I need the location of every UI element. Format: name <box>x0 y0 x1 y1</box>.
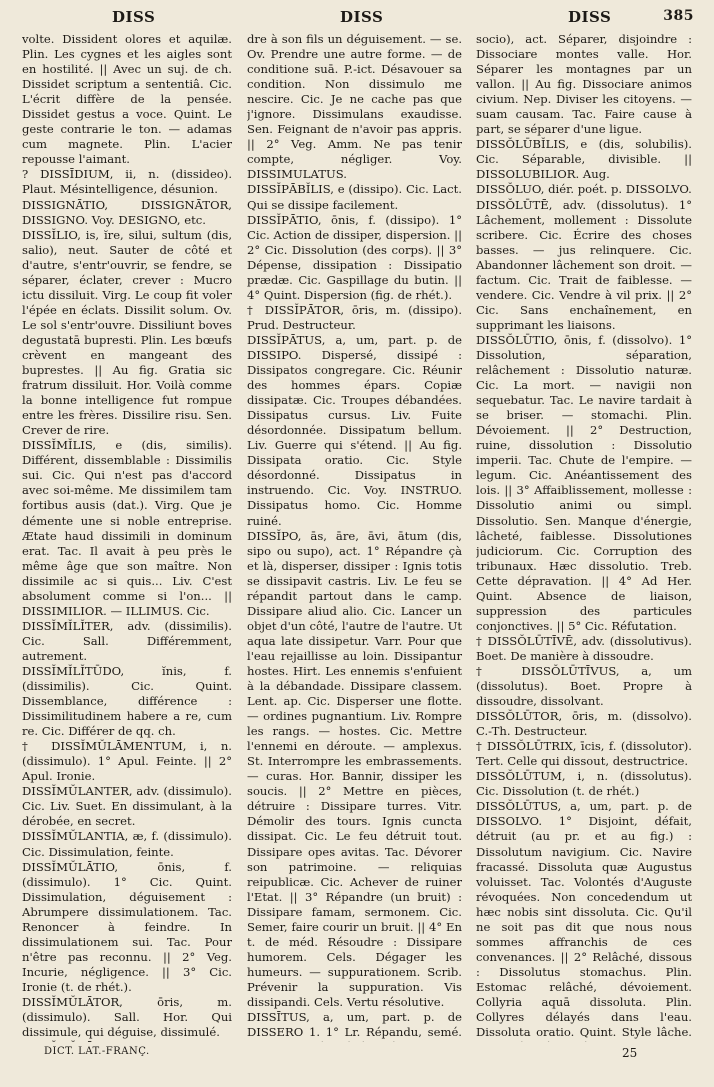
running-headword-left: DISS <box>112 8 156 26</box>
page-number: 385 <box>663 8 694 24</box>
dictionary-entry: DISSŎLŪTIO, ōnis, f. (dissolvo). 1° Dissolution, séparation, relâchement : Dissolutio naturæ. Cic. La mort. — navigii non sequebatur. Tac. Le navire tardait à se briser. — stomachi. Plin. Dévoiement. || 2° Destruction, ruine, dissolution : Dissolutio imperii. Tac. Chute de l'empire. — legum. Cic. Anéantissement des lois. || 3° Affaiblissement, mollesse : Dissolutio animi ou simpl. Dissolutio. Sen. Manque d'énergie, lâcheté, faiblesse. Dissolutiones judiciorum. Cic. Corruption des tribunaux. Hæc dissolutio. Treb. Cette dépravation. || 4° Ad Her. Quint. Absence de liaison, suppression des particules conjonctives. || 5° Cic. Réfutation. <box>476 332 692 633</box>
dictionary-entry: DISSIGNĀTIO, DISSIGNĀTOR, DISSIGNO. Voy. DESIGNO, etc. <box>22 197 232 227</box>
dictionary-entry: DISSĬMĬLĬTER, adv. (dissimilis). Cic. Sall. Différemment, autrement. <box>22 618 232 663</box>
dictionary-entry: DISSŎLUO, diér. poét. p. DISSOLVO. <box>476 182 692 197</box>
dictionary-entry: DISSĬMŬLANTER, adv. (dissimulo). Cic. Liv. Suet. En dissimulant, à la dérobée, en secret. <box>22 784 232 829</box>
column-middle <box>247 32 462 1042</box>
dictionary-entry: DISSĬMŬLĀTOR, ōris, m. (dissimulo). Sall. Hor. Qui dissimule, qui déguise, dissimulé. <box>22 995 232 1040</box>
dictionary-entry: DISSŎLŪTUS, a, um, part. p. de DISSOLVO. 1° Disjoint, défait, détruit (au pr. et au fig.) : Dissolutum navigium. Cic. Navire fracassé. Dissoluta quæ Augustus voluisset. Tac. Volontés d'Auguste révoquées. Non concedendum ut hæc nobis sint dissoluta. Cic. Qu'il ne soit pas dit que nous nous sommes affranchis de ces convenances. || 2° Relâché, dissous : Dissolutus stomachus. Plin. Estomac relâché, dévoiement. Collyria aquā dissoluta. Plin. Collyres délayés dans l'eau. Dissoluta oratio. Quint. Style lâche. <box>476 799 692 1040</box>
dictionary-entry: DISSŎLŪBĬLIS, e (dis, solubilis). Cic. Séparable, divisible. || DISSOLUBILIOR. Aug. <box>476 137 692 182</box>
dictionary-entry: DISSĬPO, ās, āre, āvi, ātum (dis, sipo ou supo), act. 1° Répandre çà et là, disperser, dissiper : Ignis totis se dissipavit castris. Liv. Le feu se répandit partout dans le camp. Dissipare aliud alio. Cic. Lancer un objet d'un côté, l'autre de l'autre. Ut aqua late dissipetur. Varr. Pour que l'eau rejaillisse au loin. Dissipantur hostes. Hirt. Les ennemis s'enfuient à la débandade. Dissipare classem. Lent. ap. Cic. Disperser une flotte. — ordines pugnantium. Liv. Rompre les rangs. — hostes. Cic. Mettre l'ennemi en déroute. — amplexus. St. Interrompre les embrassements. — curas. Hor. Bannir, dissiper les soucis. || 2° Mettre en pièces, détruire : Dissipare turres. Vitr. Démolir des tours. Ignis cuncta dissipat. Cic. Le feu détruit tout. Dissipare opes avitas. Tac. Dévorer son patrimoine. — reliquias reipublicæ. Cic. Achever de ruiner l'Etat. || 3° Répandre (un bruit) : Dissipare famam, sermonem. Cic. Semer, faire courir un bruit. || 4° En t. de méd. Résoudre : Dissipare humorem. Cels. Dégager les humeurs. — suppurationem. Scrib. Prévenir la suppuration. Vis dissipandi. Cels. Vertu résolutive. <box>247 528 462 1009</box>
dictionary-entry: DISSĬPĀTUS, a, um, part. p. de DISSIPO. Dispersé, dissipé : Dissipatos congregare. Cic. Réunir des hommes épars. Copiæ dissipatæ. Cic. Troupes débandées. Dissipatus cursus. Liv. Fuite désordonnée. Dissipatum bellum. Liv. Guerre qui s'étend. || Au fig. Dissipata oratio. Cic. Style désordonné. Dissipatus in instruendo. Cic. Voy. INSTRUO. Dissipatus homo. Cic. Homme ruiné. <box>247 332 462 528</box>
dictionary-entry: DISSŎLŪTUM, i, n. (dissolutus). Cic. Dissolution (t. de rhét.) <box>476 769 692 799</box>
dictionary-entry: volte. Dissident olores et aquilæ. Plin. Les cygnes et les aigles sont en hostilité. || Avec un suj. de ch. Dissidet scriptum a sententiâ. Cic. L'écrit diffère de la pensée. Dissidet gestus a voce. Quint. Le geste contrarie le ton. — adamas cum magnete. Plin. L'acier repousse l'aimant. <box>22 32 232 167</box>
dictionary-entry: † DISSĬPĀTOR, ōris, m. (dissipo). Prud. Destructeur. <box>247 302 462 332</box>
column-right <box>476 32 692 1042</box>
column-left <box>22 32 232 1042</box>
running-headword-middle: DISS <box>340 8 384 26</box>
gathering-number: 25 <box>622 1046 638 1060</box>
dictionary-entry: † DISSŎLŪTRIX, īcis, f. (dissolutor). Tert. Celle qui dissout, destructrice. <box>476 739 692 769</box>
dictionary-entry: socio), act. Séparer, disjoindre : Dissociare montes valle. Hor. Séparer les montagnes par un vallon. || Au fig. Dissociare animos civium. Nep. Diviser les citoyens. — suam causam. Tac. Faire cause à part, se séparer d'une ligue. <box>476 32 692 137</box>
running-headword-right: DISS <box>568 8 612 26</box>
dictionary-entry: DISSĬMŬLANTIA, æ, f. (dissimulo). Cic. Dissimulation, feinte. <box>22 829 232 859</box>
dictionary-entry: dre à son fils un déguisement. — se. Ov. Prendre une autre forme. — de conditione suā. P.-ict. Désavouer sa condition. Non dissimulo me nescire. Cic. Je ne cache pas que j'ignore. Dissimulans exaudisse. Sen. Feignant de n'avoir pas appris. || 2° Veg. Amm. Ne pas tenir compte, négliger. Voy. DISSIMULATUS. <box>247 32 462 182</box>
dictionary-entry: DISSĬMŬLĀTIO, ōnis, f. (dissimulo). 1° Cic. Quint. Dissimulation, déguisement : Abrumpere dissimulationem. Tac. Renoncer à feindre. In dissimulationem sui. Tac. Pour n'être pas reconnu. || 2° Veg. Incurie, négligence. || 3° Cic. Ironie (t. de rhét.). <box>22 859 232 994</box>
dictionary-entry: † DISSŎLŪTĪVĒ, adv. (dissolutivus). Boet. De manière à dissoudre. <box>476 633 692 663</box>
dictionary-entry: † DISSŎLŪTĪVUS, a, um (dissolutus). Boet. Propre à dissoudre, dissolvant. <box>476 663 692 709</box>
dictionary-entry: † DISSĬMŬLĀMENTUM, i, n. (dissimulo). 1° Apul. Feinte. || 2° Apul. Ironie. <box>22 739 232 784</box>
dictionary-entry: DISSŎLŪTĒ, adv. (dissolutus). 1° Lâchement, mollement : Dissolute scribere. Cic. Écrire des choses basses. — jus relinquere. Cic. Abandonner lâchement son droit. — factum. Cic. Trait de faiblesse. — vendere. Cic. Vendre à vil prix. || 2° Cic. Sans enchaînement, en supprimant les liaisons. <box>476 197 692 332</box>
dictionary-entry <box>22 1040 232 1042</box>
signature-mark: DICT. LAT.-FRANÇ. <box>44 1046 150 1057</box>
dictionary-entry: DISSĬPĀTIO, ōnis, f. (dissipo). 1° Cic. Action de dissiper, dispersion. || 2° Cic. Dissolution (des corps). || 3° Dépense, dissipation : Dissipatio prædæ. Cic. Gaspillage du butin. || 4° Quint. Dispersion (fig. de rhét.). <box>247 212 462 302</box>
dictionary-entry: DISSĪTUS, a, um, part. p. de DISSERO 1. 1° Lr. Répandu, semé. <box>247 1010 462 1040</box>
dictionary-entry: ? DISSĪDIUM, ii, n. (dissideo). Plaut. Mésintelligence, désunion. <box>22 167 232 197</box>
dictionary-entry: DISSĬMĬLIS, e (dis, similis). Différent, dissemblable : Dissimilis sui. Cic. Qui n'est pas d'accord avec soi-même. Me dissimilem tam fortibus ausis (dat.). Virg. Que je démente une si noble entreprise. Ætate haud dissimili in dominum erat. Tac. Il avait à peu près le même âge que son maître. Non dissimile ac si quis... Liv. C'est absolument comme si l'on... || DISSIMILIOR. — ILLIMUS. Cic. <box>22 438 232 618</box>
dictionary-entry: DISSĬLIO, is, ĭre, silui, sultum (dis, salio), neut. Sauter de côté et d'autre, s'entr'ouvrir, se fendre, se séparer, éclater, crever : Mucro ictu dissiluit. Virg. Le coup fit voler l'épée en éclats. Dissilit solum. Ov. Le sol s'entr'ouvre. Dissiliunt boves degustatā bupresti. Plin. Les bœufs crèvent en mangeant des buprestes. || Au fig. Gratia sic fratrum dissiluit. Hor. Voilà comme la bonne intelligence fut rompue entre les frères. Dissilire risu. Sen. Crever de rire. <box>22 227 232 438</box>
dictionary-entry: DISSŎLŪTOR, ōris, m. (dissolvo). C.-Th. Destructeur. <box>476 709 692 739</box>
dictionary-entry: DISSĬMĬLĬTŪDO, ĭnis, f. (dissimilis). Cic. Quint. Dissemblance, différence : Dissimilitudinem habere a re, cum re. Cic. Différer de qq. ch. <box>22 663 232 739</box>
dictionary-entry: DISSĬPĀBĬLIS, e (dissipo). Cic. Lact. Qui se dissipe facilement. <box>247 182 462 212</box>
